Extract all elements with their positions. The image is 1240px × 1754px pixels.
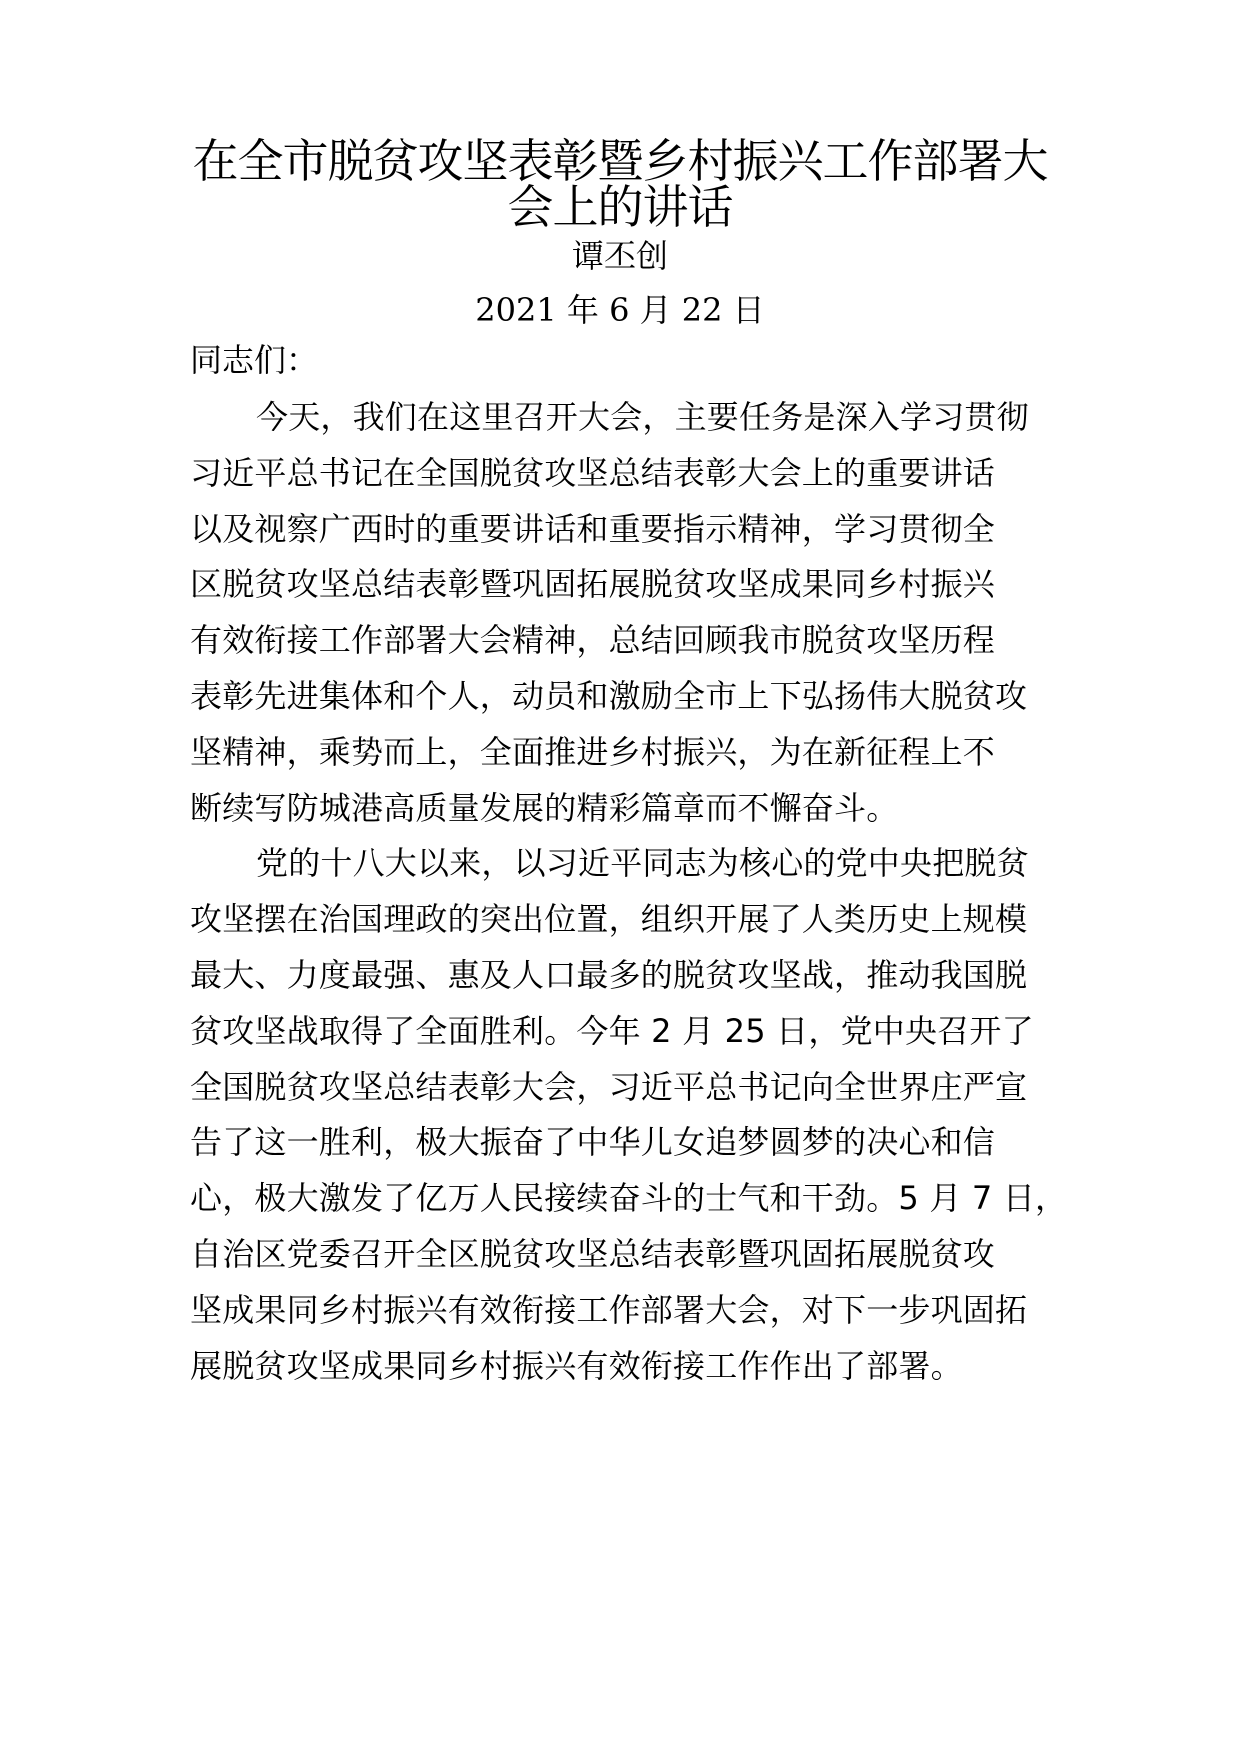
paragraph-1-line: 断续写防城港高质量发展的精彩篇章而不懈奋斗。: [190, 788, 899, 827]
paragraph-1-line: 有效衔接工作部署大会精神，总结回顾我市脱贫攻坚历程: [190, 621, 996, 660]
paragraph-1-line: 表彰先进集体和个人，动员和激励全市上下弘扬伟大脱贫攻: [190, 676, 1028, 715]
document-title: 在全市脱贫攻坚表彰暨乡村振兴工作部署大会上的讲话: [192, 134, 1048, 234]
paragraph-2-line: 贫攻坚战取得了全面胜利。今年 2 月 25 日，党中央召开了: [190, 1011, 1034, 1050]
paragraph-2-line: 心，极大激发了亿万人民接续奋斗的士气和干劲。5 月 7 日，: [190, 1179, 1068, 1218]
salutation: 同志们：: [190, 341, 319, 379]
paragraph-1-line: 区脱贫攻坚总结表彰暨巩固拓展脱贫攻坚成果同乡村振兴: [190, 565, 996, 604]
paragraph-1-line: 以及视察广西时的重要讲话和重要指示精神，学习贯彻全: [190, 509, 996, 548]
document-author: 谭丕创: [571, 237, 668, 275]
paragraph-2-line: 攻坚摆在治国理政的突出位置，组织开展了人类历史上规模: [190, 900, 1028, 939]
paragraph-1-line: 坚精神，乘势而上，全面推进乡村振兴，为在新征程上不: [190, 732, 996, 771]
paragraph-1-line: 习近平总书记在全国脱贫攻坚总结表彰大会上的重要讲话: [190, 453, 996, 492]
paragraph-2-line: 展脱贫攻坚成果同乡村振兴有效衔接工作作出了部署。: [190, 1346, 963, 1385]
paragraph-2-line: 最大、力度最强、惠及人口最多的脱贫攻坚战，推动我国脱: [190, 955, 1028, 994]
paragraph-2-line: 全国脱贫攻坚总结表彰大会，习近平总书记向全世界庄严宣: [190, 1067, 1028, 1106]
paragraph-2-line: 坚成果同乡村振兴有效衔接工作部署大会，对下一步巩固拓: [190, 1290, 1028, 1329]
paragraph-2-line: 党的十八大以来，以习近平同志为核心的党中央把脱贫: [256, 844, 1029, 883]
document-body: [190, 390, 1080, 1394]
paragraph-2-line: 告了这一胜利，极大振奋了中华儿女追梦圆梦的决心和信: [190, 1123, 996, 1162]
document-date: 2021 年 6 月 22 日: [475, 291, 765, 329]
paragraph-2-line: 自治区党委召开全区脱贫攻坚总结表彰暨巩固拓展脱贫攻: [190, 1234, 996, 1273]
paragraph-1-line: 今天，我们在这里召开大会，主要任务是深入学习贯彻: [256, 398, 1029, 436]
